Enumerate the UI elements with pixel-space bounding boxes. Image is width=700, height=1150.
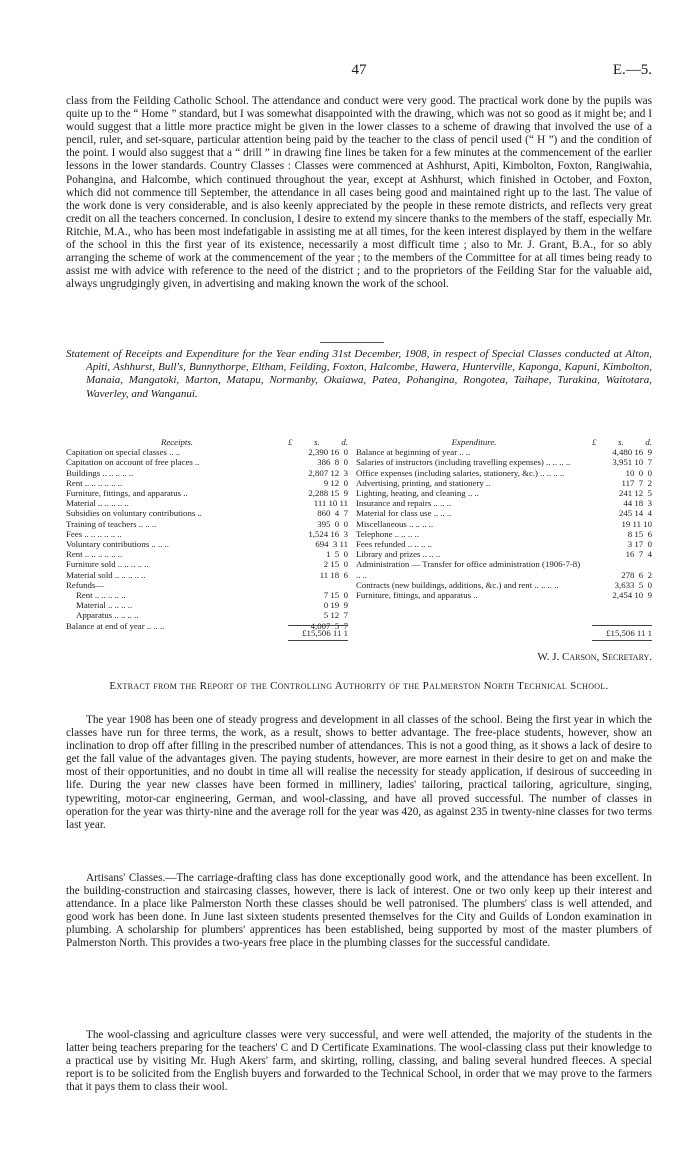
page-number: 47 — [351, 62, 367, 78]
account-label: Advertising, printing, and stationery .. — [356, 477, 491, 488]
account-label: Subsidies on voluntary contributions .. — [66, 508, 202, 519]
receipts-header — [66, 437, 348, 447]
account-label: Capitation on special classes .. .. — [66, 447, 181, 458]
account-amount: 5 12 7 — [323, 610, 348, 621]
account-amount: 8 15 6 — [627, 528, 652, 539]
account-label: Material .. .. .. .. — [76, 600, 133, 611]
report-paragraph-2: The year 1908 has been one of steady progress and development in all classes of the school. Being the first year in which the classes have run for three terms, the work, as a result, shows to better advantage. The free-place students, however, show an inclination to drop off after filling in the prescribed number of attendances. This is not a good thing, as it shows a lack of desire to get the fall value of the advantages given. The paying students, however, are more earnest in their desire to get on and make the most of their opportunities, and no doubt in time all will realise the necessity for steady application, if desirous of succeeding in life. During the year new classes have been formed in millinery, ladies' tailoring, practical tailoring, agriculture, singing, typewriting, motor-car engineering, German, and wool-classing, and have all proved successful. The number of classes in operation for the year was thirty-nine and the average roll for the year was 420, as against 235 in twenty-nine classes for two terms last year. — [66, 714, 652, 831]
report-paragraph-1: class from the Feilding Catholic School. The attendance and conduct were very good. The practical work done by the pupils was quite up to the “ Home ” standard, but I was somewhat disappointed with the drawing, which was not so good as it might be; and I would suggest that a little more practice might be given in the lower classes to a scheme of drawing that involved the use of a pencil, ruler, and set-square, particular attention being paid by the teacher to the class of pencil used (“ H ”) and the condition of the point. I would also suggest that a “ drill ” in drawing fine lines be taken for a few minutes at the commencement of the earlier lessons in the lower standards. Country Classes : Classes were commenced at Ashhurst, Apiti, Kimbolton, Foxton, Rangiwahia, Pohangina, and Halcombe, which continued throughout the year, except at Ashhurst, which finished in October, and Foxton, which did not commence till September, the attendance in all cases being good and maintained right up to the last. The value of the work done is very considerable, and is also keenly appreciated by the people in these remote districts, and reflects very great credit on all the teachers concerned. In conclusion, I desire to extend my sincere thanks to the members of the staff, especially Mr. Ritchie, M.A., who has been most indefatigable in assisting me at all times, for the keen interest displayed by them in the welfare of the school in this the first year of its existence, necessarily a most difficult time ; also to Mr. J. Grant, B.A., for so ably arranging the scheme of work at the commencement of the year ; to the members of the Committee for at all times being ready to assist me with advice with reference to the need of the district ; and to the proprietors of the Feilding Star for the valuable aid, always ungrudgingly given, in advertising and making known the work of the school. — [66, 95, 652, 291]
receipts-heading: Receipts. — [161, 437, 193, 447]
report-paragraph-3: Artisans' Classes.—The carriage-drafting class has done exceptionally good work, and the attendance has been excellent. In the building-construction and staircasing classes, however, there is lack of interest. One or two only keep up their interest and attendance. In a place like Palmerston North these classes should be well patronised. The plumbers' class is well attended, and good work has been done. In June last sixteen students presented themselves for the City and Guilds of London examination in plumbing. A scholarship for plumbers' apprentices has been established, being supported by most of the master plumbers of Palmerston North. This provides a two-years free place in the plumbing classes for the successful candidate. — [66, 872, 652, 950]
account-row — [356, 447, 652, 457]
account-label: Buildings .. .. .. .. .. — [66, 467, 134, 478]
account-amount: 241 12 5 — [619, 488, 652, 498]
account-amount: 2,288 15 9 — [308, 488, 348, 498]
signature: W. J. Carson, Secretary. — [537, 651, 652, 663]
account-label: Voluntary contributions .. .. .. — [66, 539, 169, 550]
account-row — [66, 559, 348, 569]
account-label: Administration — Transfer for office administration (1906-7-8) .. .. — [356, 559, 581, 580]
shilling-head: s. — [314, 437, 320, 447]
expenditure-header — [356, 437, 652, 447]
account-amount: 386 8 0 — [317, 457, 348, 468]
report-paragraph-4: The wool-classing and agriculture classes were very successful, and were well attended, the majority of the students in the latter being teachers preparing for the teachers' C and D Certificate Examinations. The wool-classing class put their knowledge to a practical use by visiting Mr. Hugh Akers' farm, and skirting, rolling, classing, and baling several hundred fleeces. A special report is to be solicited from the English buyers and forwarded to the Technical School, in order that we may prove to the farmers that it pays them to class their wool. — [66, 1029, 652, 1094]
account-amount: 395 0 0 — [317, 518, 348, 529]
account-amount: 3 17 0 — [627, 539, 652, 550]
total-rule — [592, 640, 652, 641]
account-label: Telephone .. .. .. .. — [356, 528, 419, 539]
account-label: Insurance and repairs .. .. .. — [356, 498, 452, 509]
account-label: Furniture, fittings, and apparatus .. — [356, 590, 478, 601]
account-amount: 3,951 10 7 — [612, 457, 652, 468]
account-amount: 2,454 10 9 — [612, 590, 652, 601]
receipts-column — [66, 437, 348, 631]
account-amount: 2 15 0 — [323, 559, 348, 570]
pound-head: £ — [288, 437, 293, 447]
account-row — [356, 559, 652, 579]
account-amount: 860 4 7 — [317, 508, 348, 519]
expenditure-rows — [356, 447, 652, 600]
account-row — [356, 498, 652, 508]
account-label: Contracts (new buildings, additions, &c.) and rent .. .. .. .. — [356, 579, 559, 590]
account-row — [356, 478, 652, 488]
account-label: Office expenses (including salaries, stationery, &c.) .. .. .. .. — [356, 467, 565, 478]
account-row — [66, 498, 348, 508]
account-amount: 2,390 16 0 — [308, 447, 348, 458]
account-row — [66, 468, 348, 478]
account-amount: 4,007 5 7 — [310, 620, 348, 631]
shilling-head: s. — [618, 437, 624, 447]
pence-head: d. — [645, 437, 652, 447]
account-amount: 245 14 4 — [619, 508, 652, 519]
account-amount: 2,807 12 3 — [308, 467, 348, 478]
account-label: Lighting, heating, and cleaning .. .. — [356, 488, 479, 498]
account-amount: 10 0 0 — [625, 467, 652, 478]
account-label: Material .. .. .. .. .. — [66, 498, 129, 509]
account-label: Rent .. .. .. .. .. .. — [66, 477, 123, 488]
pound-head: £ — [592, 437, 597, 447]
expenditure-total-value: £15,506 11 1 — [606, 628, 652, 638]
account-row — [356, 580, 652, 590]
account-row — [66, 447, 348, 457]
account-label: Balance at beginning of year .. .. — [356, 447, 471, 458]
account-label: Material sold .. .. .. .. .. — [66, 569, 146, 580]
money-heads — [288, 437, 348, 447]
account-label: Furniture sold .. .. .. .. .. — [66, 559, 149, 570]
account-amount: 117 7 2 — [621, 477, 652, 488]
total-rule — [288, 625, 348, 626]
account-row — [66, 580, 348, 590]
account-amount: 7 15 0 — [323, 590, 348, 601]
account-label: Training of teachers .. .. .. — [66, 518, 157, 529]
account-label: Fees refunded .. .. .. .. — [356, 539, 432, 550]
account-label: Material for class use .. .. .. — [356, 508, 452, 519]
account-row — [66, 549, 348, 559]
account-row — [356, 468, 652, 478]
account-amount: 1,524 16 3 — [308, 528, 348, 539]
account-label: Apparatus .. .. .. .. — [76, 610, 139, 621]
account-label: Balance at end of year .. .. .. — [66, 620, 165, 631]
account-amount: 4,480 16 9 — [612, 447, 652, 458]
account-amount: 1 5 0 — [326, 549, 348, 560]
account-label: Miscellaneous .. .. .. .. — [356, 518, 434, 529]
account-row — [66, 457, 348, 467]
expenditure-total — [592, 625, 652, 641]
expenditure-heading: Expenditure. — [451, 437, 497, 447]
account-row — [66, 478, 348, 488]
account-row — [66, 529, 348, 539]
account-row — [356, 519, 652, 529]
receipts-rows — [66, 447, 348, 631]
account-label: Salaries of instructors (including travelling expenses) .. .. .. .. — [356, 457, 571, 468]
account-label: Fees .. .. .. .. .. .. — [66, 528, 122, 539]
account-row — [356, 590, 652, 600]
statement-title: Statement of Receipts and Expenditure for the Year ending 31st December, 1908, in respect of Special Classes conducted at Alton, Apiti, Ashhurst, Bull's, Bunnythorpe, Eltham, Feilding, Foxton, Halcombe, Hawera, Hunterville, Kaponga, Kapuni, Kimbolton, Manaia, Mangatoki, Marton, Matapu, Normanby, Okaiawa, Patea, Pohangina, Rongotea, Taihape, Turakina, Waitotara, Waverley, and Wanganui. — [66, 348, 652, 400]
account-amount: 3,633 5 0 — [614, 579, 652, 590]
receipts-total-value: £15,506 11 1 — [302, 628, 348, 638]
account-label: Capitation on account of free places .. — [66, 457, 200, 468]
account-label: Furniture, fittings, and apparatus .. — [66, 488, 188, 498]
account-row — [66, 610, 348, 620]
section-divider — [320, 342, 384, 343]
account-row — [356, 488, 652, 498]
account-label: Rent .. .. .. .. .. — [76, 590, 126, 601]
account-row — [66, 519, 348, 529]
account-row — [66, 508, 348, 518]
account-row — [356, 457, 652, 467]
extract-heading: Extract from the Report of the Controlling Authority of the Palmerston North Technical School. — [109, 680, 609, 692]
account-label: Refunds— — [66, 579, 105, 590]
account-amount: 44 18 3 — [623, 498, 652, 509]
account-row — [66, 488, 348, 498]
account-row — [356, 529, 652, 539]
page-header — [66, 62, 652, 82]
account-row — [66, 539, 348, 549]
account-row — [356, 508, 652, 518]
receipts-total — [288, 625, 348, 641]
account-amount: 16 7 4 — [625, 549, 652, 560]
money-heads — [592, 437, 652, 447]
account-row — [356, 549, 652, 559]
account-row — [66, 600, 348, 610]
document-reference: E.—5. — [612, 62, 652, 78]
account-label: Rent .. .. .. .. .. .. — [66, 549, 123, 560]
account-amount: 19 11 10 — [621, 518, 652, 529]
account-row — [66, 590, 348, 600]
expenditure-column — [356, 437, 652, 600]
account-amount: 0 19 9 — [323, 600, 348, 611]
pence-head: d. — [341, 437, 348, 447]
total-rule — [288, 640, 348, 641]
account-amount: 694 3 11 — [315, 539, 348, 550]
total-rule — [592, 625, 652, 626]
account-amount: 278 6 2 — [621, 569, 652, 580]
account-amount: 111 10 11 — [313, 498, 348, 509]
account-row — [356, 539, 652, 549]
account-label: Library and prizes .. .. .. — [356, 549, 441, 560]
account-row — [66, 570, 348, 580]
account-amount: 9 12 0 — [323, 477, 348, 488]
account-amount: 11 18 6 — [319, 569, 348, 580]
